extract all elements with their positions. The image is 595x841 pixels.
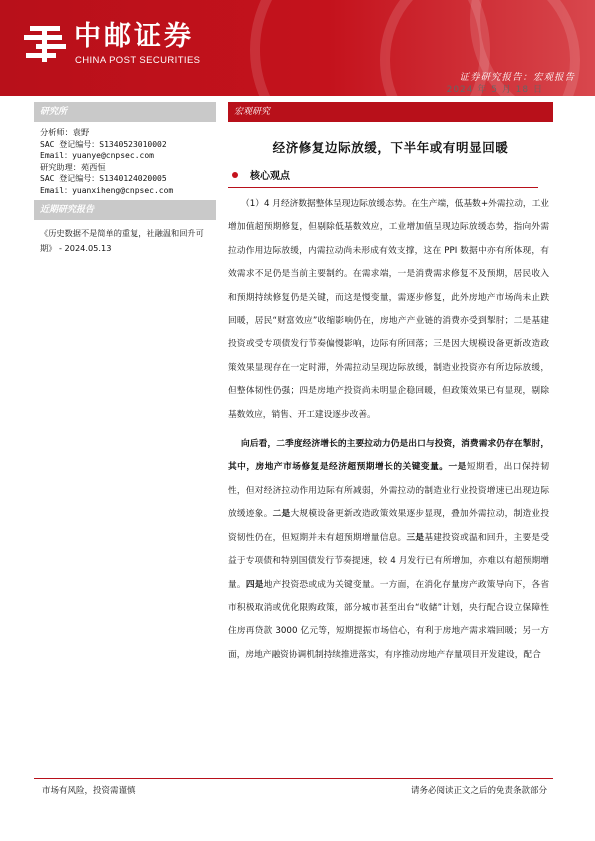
section-tag: 宏观研究 xyxy=(228,102,553,122)
analyst-info xyxy=(34,122,216,200)
assistant-sac-number: SAC 登记编号：S1340124020005 xyxy=(40,174,167,183)
header-banner xyxy=(0,0,595,96)
analyst-sac-number: SAC 登记编号：S1340523010002 xyxy=(40,139,167,149)
paragraph-data-summary: （1）4 月经济数据整体呈现边际放缓态势。在生产端，低基数+外需拉动，工业增加值超预期修复，但剔除低基数效应，工业增加值呈现边际放缓态势，指向外需拉动作用边际放缓，内需拉动尚未形成有效支撑，这在 PPI 数据中亦有所体现，有效需求不足仍是当前主要制约。在需求端，一是消费需求修复不及预期，居民收入和预期持续修复仍是关键，而这是慢变量，需逐步修复，此外房地产市场尚未止跌回暖，居民“财富效应”收缩影响仍在，房地产产业链的消费亦受到掣肘；二是基建投资或受专项债发行节奏偏慢影响，边际有所回落；三是因大规模设备更新改造政策效果显现存在一定时滞，外需拉动呈现边际放缓，制造业投资亦有所边际放缓，但整体韧性仍强；四是房地产投资尚未明显企稳回暖，但政策效果已有显现，剔除基数效应，销售、开工建设逐步改善。 xyxy=(228,199,549,420)
company-logo-icon xyxy=(22,24,68,64)
assistant-email[interactable]: Email：yuanxiheng@cnpsec.com xyxy=(40,185,174,195)
point-three-text: 基建投资或温和回升，主要是受益于专项债和特别国债发行节奏提速，较 4 月发行已有所增加，亦难以有超预期增量。 xyxy=(228,532,550,590)
research-header: 研究所 xyxy=(34,102,216,122)
company-name-en: CHINA POST SECURITIES xyxy=(75,55,201,66)
core-view-heading xyxy=(228,170,553,184)
point-two-label: 二是 xyxy=(272,509,291,520)
paragraph-outlook xyxy=(228,433,553,667)
report-type: 证券研究报告：宏观报告 xyxy=(459,72,575,83)
disclaimer-note: 请务必阅读正文之后的免责条款部分 xyxy=(410,786,547,796)
company-name-cn: 中邮证券 xyxy=(74,21,194,52)
recent-reports-header: 近期研究报告 xyxy=(34,200,216,220)
point-one-label: 一是 xyxy=(448,462,467,473)
core-view-label: 核心观点 xyxy=(250,171,290,182)
footer-divider xyxy=(34,778,553,779)
analyst-email[interactable]: Email：yuanye@cnpsec.com xyxy=(40,151,154,160)
point-two-text: 大规模设备更新改造政策效果逐步显现，叠加外需拉动，制造业投资韧性仍在，但短期并未有超预期增量信息。 xyxy=(228,509,550,543)
analyst-name: 分析师：袁野 xyxy=(40,127,90,137)
main-content xyxy=(228,102,553,667)
report-date: 2024 年 5 月 18 日 xyxy=(446,85,543,95)
bullet-icon xyxy=(232,172,238,178)
outlook-lead: 向后看，二季度经济增长的主要拉动力仍是出口与投资，消费需求仍存在掣肘，其中，房地产市场修复是经济超预期增长的关键变量。 xyxy=(228,439,549,473)
point-four-label: 四是 xyxy=(245,579,264,590)
point-four-text: 地产投资恐或成为关键变量。一方面，在消化存量房产政策导向下，各省市积极取消或优化限购政策，部分城市甚至出台“收储”计划，央行配合设立保障性住房再贷款 3000 亿元等，短期提振市场信心，有利于房地产需求端回暖；另一方面，房地产融资协调机制持续推进落实，有序推动房地产存量项目开发建设，配合 xyxy=(228,579,550,660)
assistant-name: 研究助理：苑西恒 xyxy=(40,161,106,172)
risk-warning: 市场有风险，投资需谨慎 xyxy=(42,786,136,796)
point-three-label: 三是 xyxy=(406,532,425,543)
heading-divider xyxy=(228,187,538,188)
sidebar xyxy=(34,102,216,262)
point-one-text: 短期看，出口保持韧性，但对经济拉动作用边际有所减弱，外需拉动的制造业行业投资增速已出现边际放缓迹象。 xyxy=(228,462,550,520)
report-title: 经济修复边际放缓，下半年或有明显回暖 xyxy=(272,140,509,155)
recent-report-link[interactable]: 《历史数据不是简单的重复，社融温和回升可期》 - 2024.05.13 xyxy=(40,228,204,253)
